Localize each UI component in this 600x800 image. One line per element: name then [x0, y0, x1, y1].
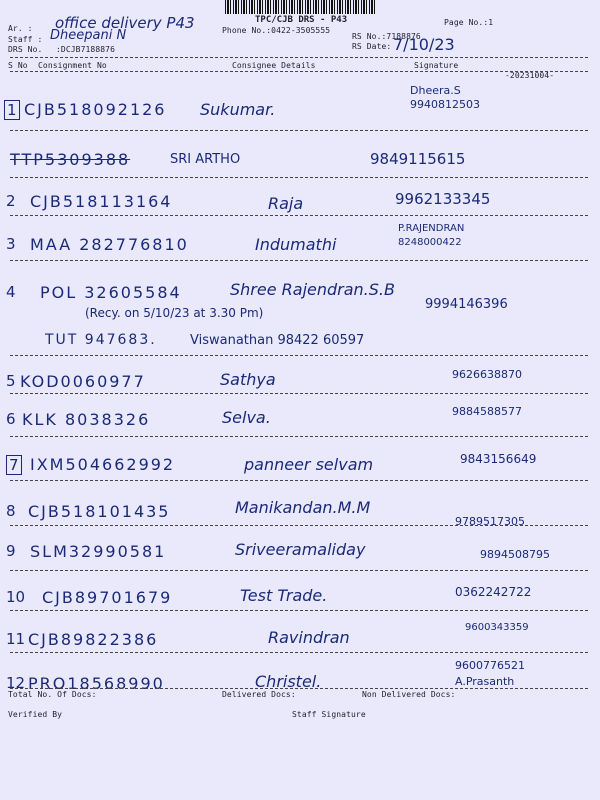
consignee-name: Manikandan.M.M — [235, 498, 371, 517]
consignee-name: Test Trade. — [240, 586, 328, 605]
recovery-note: (Recy. on 5/10/23 at 3.30 Pm) — [85, 306, 264, 320]
row-divider — [10, 215, 588, 216]
row-divider — [10, 436, 588, 437]
row-number: 7 — [6, 455, 22, 475]
consignee-name: Christel. — [255, 672, 322, 691]
row-divider — [10, 393, 588, 394]
consignment-number: SLM32990581 — [30, 542, 167, 561]
staff-value: Dheepani N — [50, 28, 127, 43]
ar-value: office delivery P43 — [55, 14, 195, 32]
row-number: 11 — [6, 630, 26, 648]
row-divider — [10, 130, 588, 131]
consignment-number: KOD0060977 — [20, 372, 146, 391]
consignment-number: CJB518101435 — [28, 502, 171, 521]
row-number: 2 — [6, 192, 16, 210]
column-divider — [10, 71, 588, 72]
consignment-number: IXM504662992 — [30, 455, 176, 474]
col-consignment: Consignment No — [38, 61, 107, 70]
row-divider — [10, 260, 588, 261]
row-number: 4 — [6, 283, 16, 301]
ar-label: Ar. : — [8, 24, 33, 33]
col-consignee: Consignee Details — [232, 61, 316, 70]
consignee-name: Viswanathan 98422 60597 — [190, 333, 365, 348]
row-number: 6 — [6, 410, 16, 428]
total-docs: Total No. Of Docs: — [8, 690, 97, 699]
consignee-name: Sriveeramaliday — [235, 540, 366, 559]
phone-number: Phone No.:0422-3505555 — [222, 26, 331, 35]
row-divider — [10, 610, 588, 611]
signature-note: 9789517305 — [455, 515, 525, 528]
drs-number: :DCJB7188876 — [56, 45, 115, 54]
rs-date-value: 7/10/23 — [393, 35, 455, 54]
consignee-name: Ravindran — [268, 628, 350, 647]
signature-note: 9962133345 — [395, 190, 491, 208]
signature-note: Dheera.S 9940812503 — [410, 84, 480, 111]
rs-number: RS No.:7188876 — [352, 32, 421, 41]
consignment-number: PRO18568990 — [28, 674, 165, 693]
consignee-name: Shree Rajendran.S.B — [230, 280, 395, 299]
row-divider — [10, 480, 588, 481]
date-code: -20231004- — [505, 71, 555, 80]
signature-note: 9994146396 — [425, 297, 508, 312]
signature-note: P.RAJENDRAN 8248000422 — [398, 223, 465, 248]
drs-label: DRS No. — [8, 45, 43, 54]
row-divider — [10, 355, 588, 356]
verified-by: Verified By — [8, 710, 63, 719]
row-number: 3 — [6, 235, 16, 253]
signature-note: 9600343359 — [465, 622, 529, 633]
row-divider — [10, 570, 588, 571]
row-divider — [10, 177, 588, 178]
staff-signature: Staff Signature — [292, 710, 366, 719]
header-divider — [10, 57, 588, 58]
col-signature: Signature — [414, 61, 459, 70]
col-sno: S No — [8, 61, 28, 70]
signature-note: 9849115615 — [370, 150, 466, 168]
consignment-number: POL 32605584 — [40, 283, 182, 302]
non-delivered-docs: Non Delivered Docs: — [362, 690, 456, 699]
row-number: 10 — [6, 588, 26, 606]
drs-title: TPC/CJB DRS - P43 — [255, 15, 348, 25]
consignee-name: panneer selvam — [244, 455, 374, 474]
signature-note: 0362242722 — [455, 585, 532, 599]
row-number: 1 — [4, 100, 20, 120]
row-number: 12 — [6, 674, 26, 692]
rs-date-label: RS Date: — [352, 42, 392, 51]
consignee-name: SRI ARTHO — [170, 152, 241, 167]
barcode — [225, 0, 375, 14]
page-number: Page No.:1 — [444, 18, 494, 27]
consignment-number: TUT 947683. — [45, 332, 157, 348]
consignment-number: KLK 8038326 — [22, 410, 151, 429]
row-number: 9 — [6, 542, 16, 560]
signature-note: 9894508795 — [480, 548, 550, 561]
consignment-number: CJB89822386 — [28, 630, 159, 649]
signature-note: 9626638870 — [452, 368, 522, 381]
signature-note: 9884588577 — [452, 405, 522, 418]
consignment-number: MAA 282776810 — [30, 235, 189, 254]
consignee-name: Sukumar. — [200, 100, 276, 119]
consignment-number: CJB518113164 — [30, 192, 173, 211]
staff-label: Staff : — [8, 35, 43, 44]
row-divider — [10, 525, 588, 526]
consignee-name: Indumathi — [255, 235, 337, 254]
footer-divider — [10, 688, 588, 689]
consignee-name: Raja — [268, 194, 304, 213]
signature-note: 9600776521 A.Prasanth — [455, 659, 525, 688]
signature-note: 9843156649 — [460, 452, 537, 466]
consignment-number: TTP5309388 — [10, 150, 131, 169]
consignment-number: CJB89701679 — [42, 588, 173, 607]
consignee-name: Sathya — [220, 370, 276, 389]
delivered-docs: Delivered Docs: — [222, 690, 296, 699]
consignee-name: Selva. — [222, 408, 271, 427]
row-number: 8 — [6, 502, 16, 520]
row-number: 5 — [6, 372, 16, 390]
row-divider — [10, 652, 588, 653]
consignment-number: CJB518092126 — [24, 100, 167, 119]
